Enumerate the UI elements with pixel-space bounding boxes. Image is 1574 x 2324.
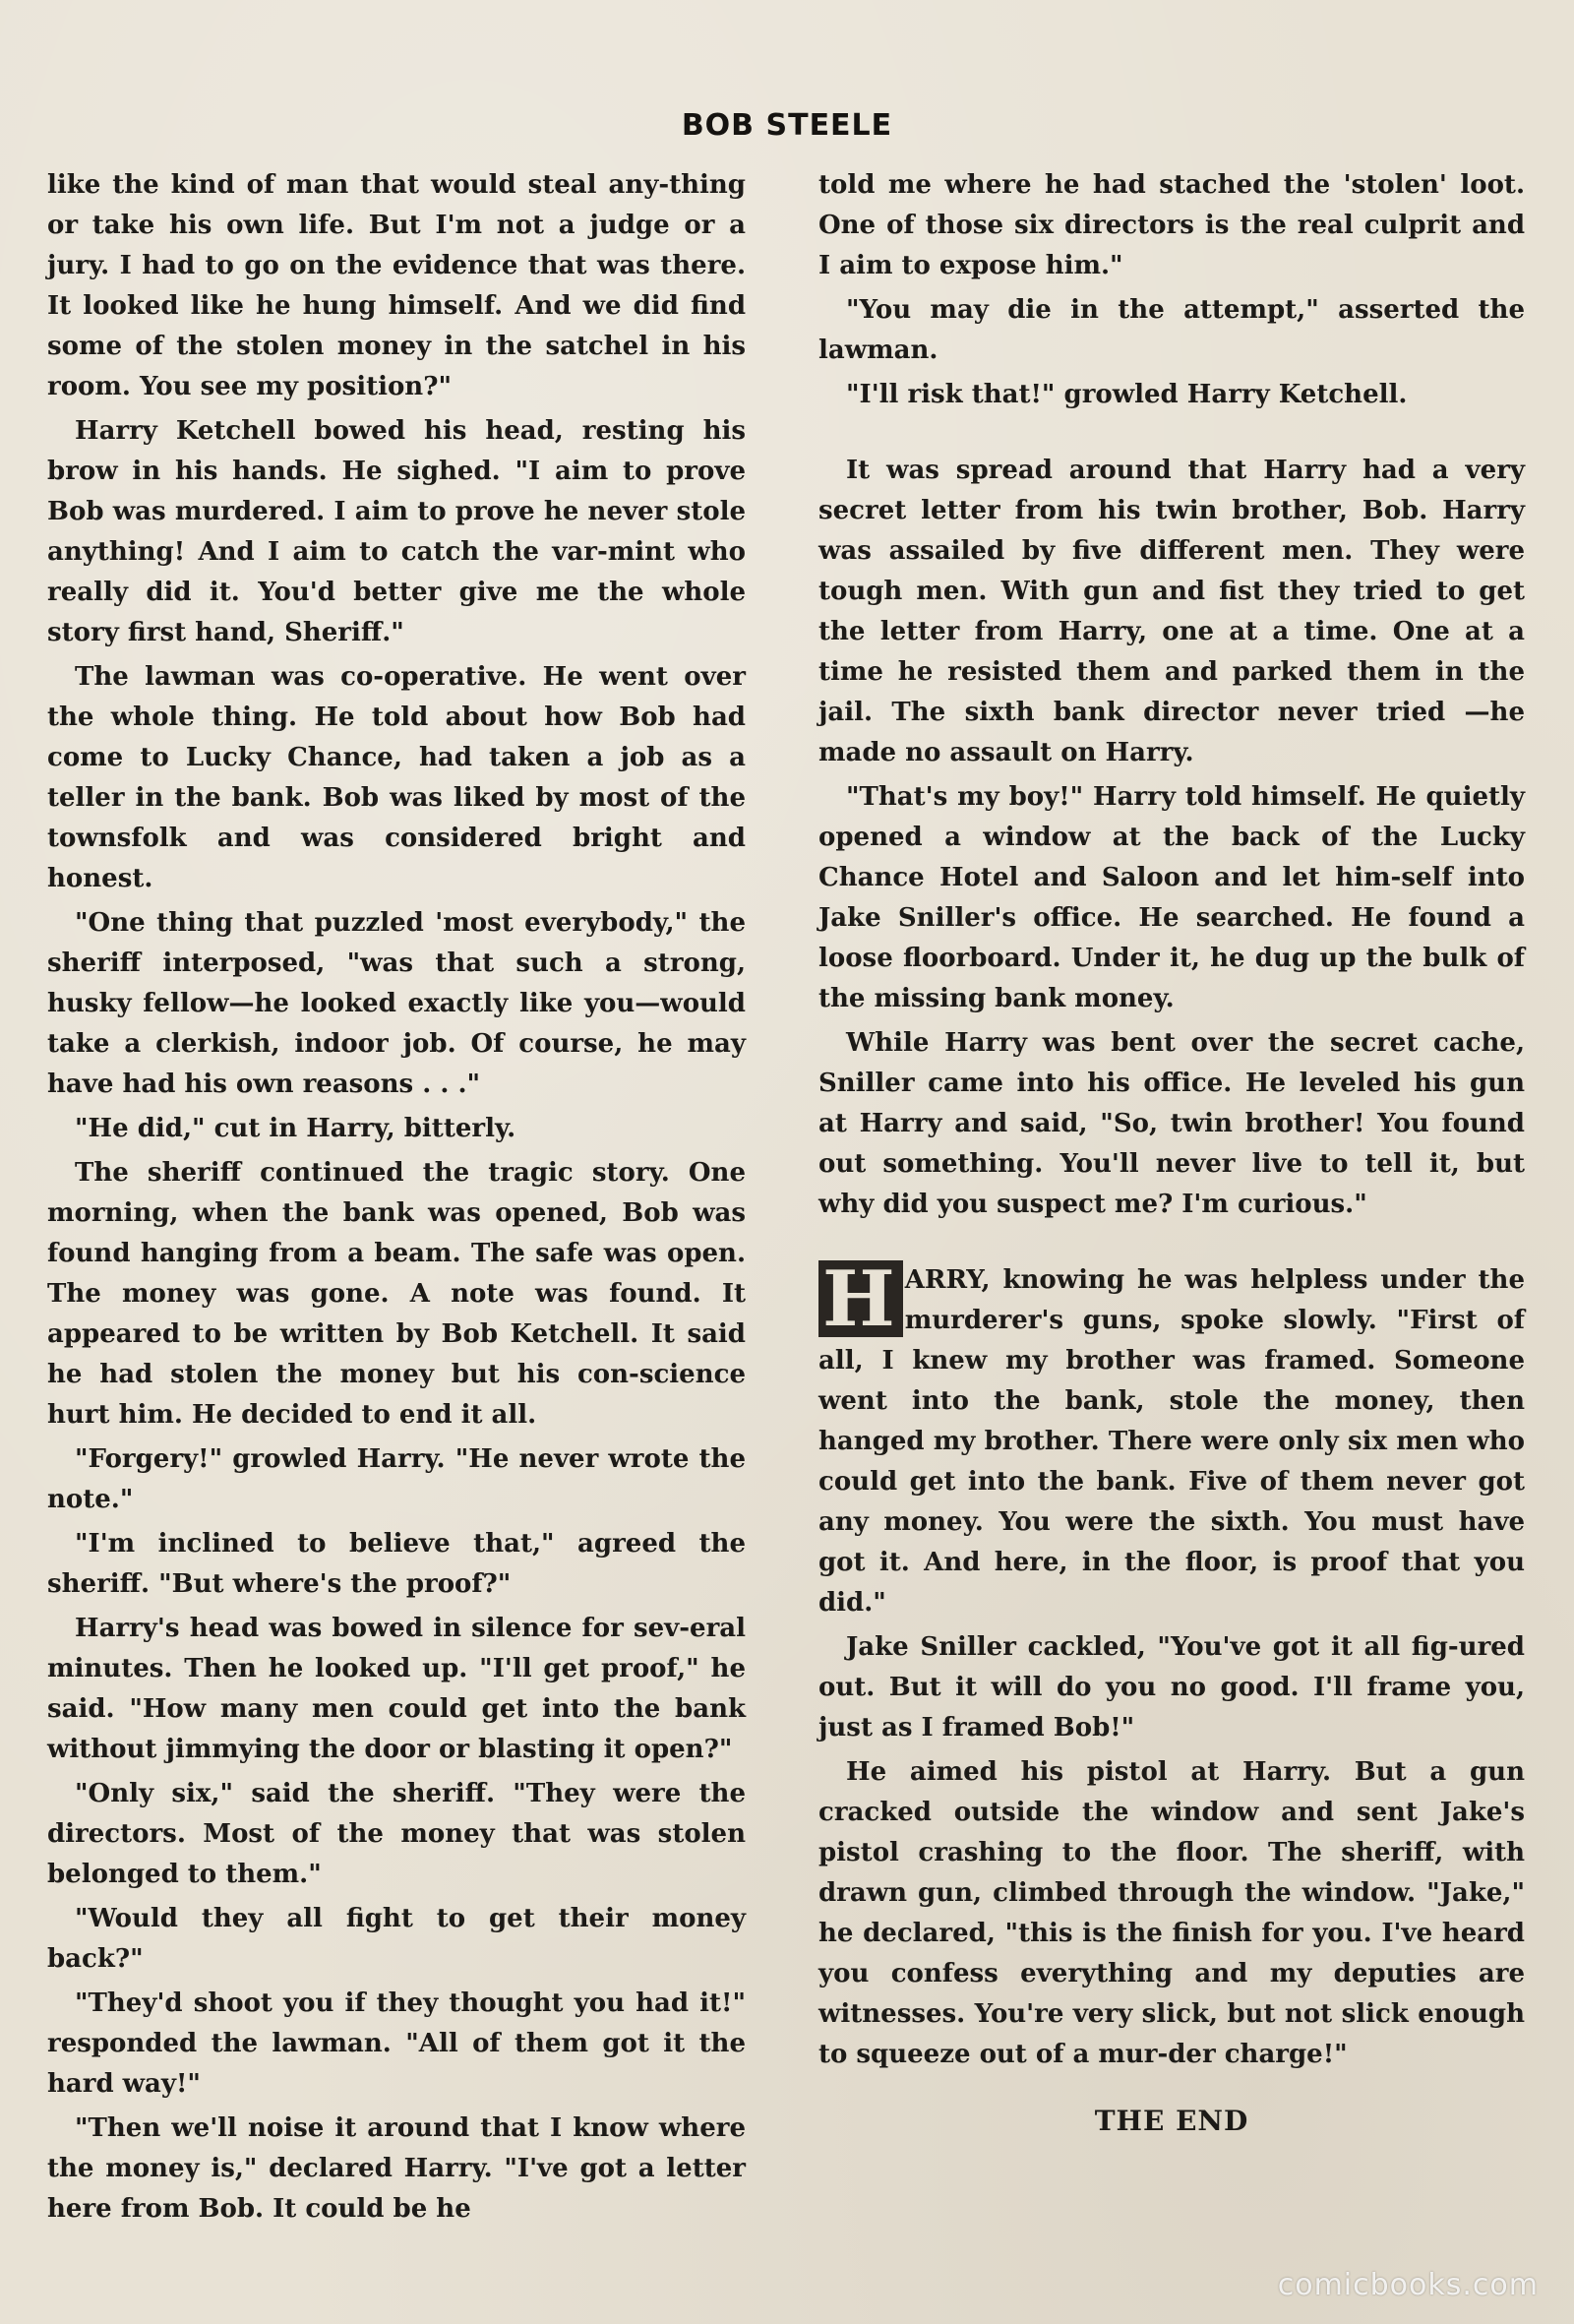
left-column bbox=[47, 165, 746, 2233]
the-end-label: THE END bbox=[1094, 2105, 1249, 2137]
paragraph: The lawman was co-operative. He went over the whole thing. He told about how Bob had come to Lucky Chance, had taken a job as a teller in the bank. Bob was liked by most of the townsfolk and was considered bright and honest. bbox=[47, 662, 746, 893]
dropcap-paragraph bbox=[818, 1254, 1525, 1623]
paragraph: Jake Sniller cackled, "You've got it all fig-ured out. But it will do you no good. I'll frame you, just as I framed Bob!" bbox=[818, 1632, 1525, 1743]
page-header: BOB STEELE bbox=[681, 108, 893, 143]
paragraph: "Would they all fight to get their money back?" bbox=[47, 1904, 746, 1974]
paragraph: "I'm inclined to believe that," agreed the sheriff. "But where's the proof?" bbox=[47, 1529, 746, 1599]
paragraph: "That's my boy!" Harry told himself. He quietly opened a window at the back of the Lucky Chance Hotel and Saloon and let him-self into Jake Sniller's office. He searched. He found a loose floorboard. Under it, he dug up the bulk of the missing bank money. bbox=[818, 782, 1525, 1013]
dropcap-paragraph-text: ARRY, knowing he was helpless under the murderer's guns, spoke slowly. "First of all, I knew my brother was framed. Someone went into the bank, stole the money, then hanged my brother. There were only six men who could get into the bank. Five of them never got any money. You were the sixth. You must have got it. And here, in the floor, is proof that you did." bbox=[818, 1265, 1525, 1618]
right-column bbox=[818, 165, 1525, 2137]
paragraph: The sheriff continued the tragic story. One morning, when the bank was opened, Bob was found hanging from a beam. The safe was open. The money was gone. A note was found. It appeared to be written by Bob Ketchell. It said he had stolen the money but his con-science hurt him. He decided to end it all. bbox=[47, 1158, 746, 1430]
paragraph: "He did," cut in Harry, bitterly. bbox=[75, 1114, 516, 1143]
paragraph: Harry Ketchell bowed his head, resting his brow in his hands. He sighed. "I aim to prove Bob was murdered. I aim to prove he never stole anything! And I aim to catch the var-mint who really did it. You'd better give me the whole story first hand, Sheriff." bbox=[47, 416, 746, 647]
paragraph: "Only six," said the sheriff. "They were the directors. Most of the money that was stolen belonged to them." bbox=[47, 1779, 746, 1889]
paragraph: like the kind of man that would steal any-thing or take his own life. But I'm not a judge or a jury. I had to go on the evidence that was there. It looked like he hung himself. And we did find some of the stolen money in the satchel in his room. You see my position?" bbox=[47, 170, 746, 401]
drop-cap-letter: H bbox=[818, 1260, 903, 1337]
paragraph: "I'll risk that!" growled Harry Ketchell. bbox=[846, 380, 1408, 409]
paragraph: It was spread around that Harry had a very secret letter from his twin brother, Bob. Harry was assailed by five different men. They were tough men. With gun and fist they tried to get the letter from Harry, one at a time. One at a time he resisted them and parked them in the jail. The sixth bank director never tried —he made no assault on Harry. bbox=[818, 456, 1525, 767]
site-watermark: comicbooks.com bbox=[1277, 2268, 1539, 2302]
paragraph: "One thing that puzzled 'most everybody," the sheriff interposed, "was that such a strong, husky fellow—he looked exactly like you—would take a clerkish, indoor job. Of course, he may have had his own reasons . . ." bbox=[47, 908, 746, 1099]
paragraph: He aimed his pistol at Harry. But a gun cracked outside the window and sent Jake's pistol crashing to the floor. The sheriff, with drawn gun, climbed through the window. "Jake," he declared, "this is the finish for you. I've heard you confess everything and my deputies are witnesses. You're very slick, but not slick enough to squeeze out of a mur-der charge!" bbox=[818, 1757, 1525, 2069]
paragraph: "Forgery!" growled Harry. "He never wrote the note." bbox=[47, 1444, 746, 1514]
paragraph: told me where he had stached the 'stolen' loot. One of those six directors is the real culprit and I aim to expose him." bbox=[818, 170, 1525, 280]
paragraph: "Then we'll noise it around that I know where the money is," declared Harry. "I've got a letter here from Bob. It could be he bbox=[47, 2113, 746, 2224]
paragraph: Harry's head was bowed in silence for sev-eral minutes. Then he looked up. "I'll get proof," he said. "How many men could get into the bank without jimmying the door or blasting it open?" bbox=[47, 1614, 746, 1764]
paragraph: While Harry was bent over the secret cache, Sniller came into his office. He leveled his gun at Harry and said, "So, twin brother! You found out something. You'll never live to tell it, but why did you suspect me? I'm curious." bbox=[818, 1028, 1525, 1219]
paragraph: "You may die in the attempt," asserted the lawman. bbox=[818, 295, 1525, 365]
paragraph: "They'd shoot you if they thought you had it!" responded the lawman. "All of them got it the hard way!" bbox=[47, 1988, 746, 2099]
